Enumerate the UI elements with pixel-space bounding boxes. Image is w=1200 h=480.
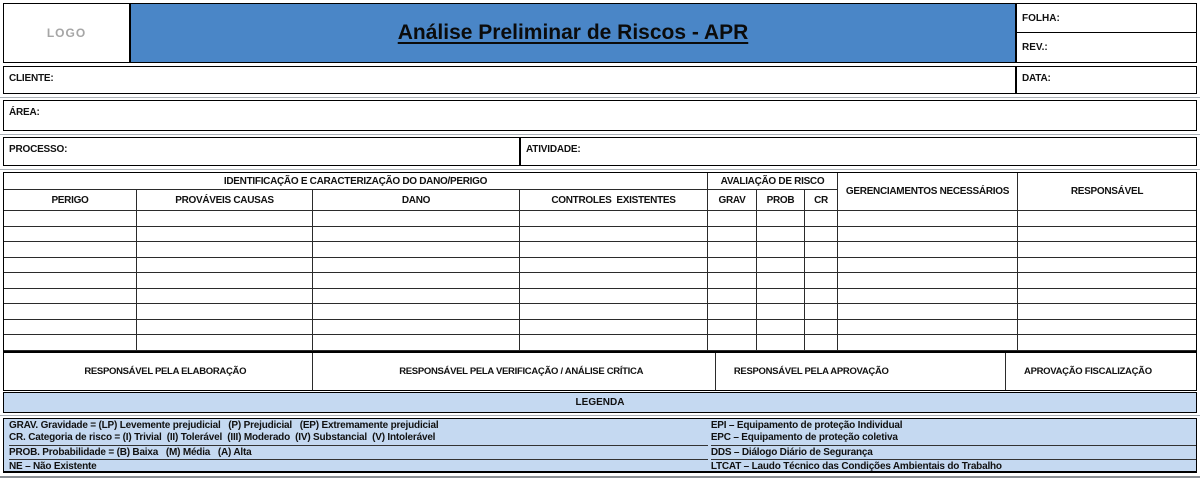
risk-table-cell-r5-c9[interactable] <box>1018 273 1196 289</box>
risk-table-cell-r7-c1[interactable] <box>4 304 137 320</box>
risk-table-cell-r3-c5[interactable] <box>708 242 757 258</box>
legend-ne: NE – Não Existente <box>9 459 708 473</box>
col-header-grav: GRAV <box>708 190 757 211</box>
risk-table-cell-r4-c2[interactable] <box>137 258 313 274</box>
cliente-label: CLIENTE: <box>9 73 54 84</box>
legend-dds: DDS – Diálogo Diário de Segurança <box>711 445 1196 459</box>
risk-table-cell-r6-c3[interactable] <box>313 289 520 305</box>
risk-table-cell-r1-c1[interactable] <box>4 211 137 227</box>
processo-field[interactable] <box>3 137 520 166</box>
area-label: ÁREA: <box>9 107 40 118</box>
processo-label: PROCESSO: <box>9 144 68 155</box>
risk-table-cell-r8-c9[interactable] <box>1018 320 1196 336</box>
page-title: Análise Preliminar de Riscos - APR <box>397 21 749 44</box>
risk-table-cell-r8-c7[interactable] <box>805 320 838 336</box>
legend-prob: PROB. Probabilidade = (B) Baixa (M) Média (A) Alta <box>9 445 708 459</box>
header-gerenciamentos: GERENCIAMENTOS NECESSÁRIOS <box>838 173 1018 211</box>
signature-cell-fiscalizacao[interactable] <box>1006 353 1196 390</box>
risk-table-cell-r8-c2[interactable] <box>137 320 313 336</box>
risk-table-cell-r9-c5[interactable] <box>708 335 757 351</box>
header-responsavel: RESPONSÁVEL <box>1018 173 1196 211</box>
risk-table-cell-r3-c8[interactable] <box>838 242 1018 258</box>
risk-table-cell-r4-c1[interactable] <box>4 258 137 274</box>
folha-field[interactable] <box>1016 3 1197 33</box>
risk-table-cell-r4-c3[interactable] <box>313 258 520 274</box>
risk-table-cell-r6-c4[interactable] <box>520 289 708 305</box>
col-header-controles-existentes: CONTROLES EXISTENTES <box>520 190 708 211</box>
risk-table-cell-r6-c2[interactable] <box>137 289 313 305</box>
risk-table-cell-r3-c6[interactable] <box>757 242 805 258</box>
risk-table-cell-r4-c8[interactable] <box>838 258 1018 274</box>
data-field[interactable] <box>1016 66 1197 94</box>
legend-title: LEGENDA <box>575 397 625 408</box>
signature-cell-aprovacao[interactable] <box>716 353 1007 390</box>
header-avaliacao-risco: AVALIAÇÃO DE RISCO <box>708 173 838 190</box>
title-band <box>130 3 1016 63</box>
cliente-field[interactable] <box>3 66 1016 94</box>
legend-cr: CR. Categoria de risco = (I) Trivial (II) Tolerável (III) Moderado (IV) Substancial (V) Intolerável <box>9 432 436 443</box>
risk-table-cell-r9-c4[interactable] <box>520 335 708 351</box>
risk-table-cell-r5-c3[interactable] <box>313 273 520 289</box>
logo-placeholder <box>3 3 130 63</box>
risk-table-cell-r6-c9[interactable] <box>1018 289 1196 305</box>
risk-table-cell-r6-c7[interactable] <box>805 289 838 305</box>
risk-table-cell-r9-c1[interactable] <box>4 335 137 351</box>
risk-table-cell-r7-c6[interactable] <box>757 304 805 320</box>
risk-table-cell-r1-c5[interactable] <box>708 211 757 227</box>
risk-table-cell-r3-c1[interactable] <box>4 242 137 258</box>
risk-table-cell-r3-c7[interactable] <box>805 242 838 258</box>
risk-table-cell-r8-c8[interactable] <box>838 320 1018 336</box>
risk-table-cell-r1-c4[interactable] <box>520 211 708 227</box>
risk-table-cell-r1-c3[interactable] <box>313 211 520 227</box>
risk-table-cell-r3-c4[interactable] <box>520 242 708 258</box>
risk-table-cell-r9-c7[interactable] <box>805 335 838 351</box>
risk-table-cell-r5-c8[interactable] <box>838 273 1018 289</box>
aprovacao-label: RESPONSÁVEL PELA APROVAÇÃO <box>733 366 889 377</box>
risk-table-cell-r5-c6[interactable] <box>757 273 805 289</box>
risk-table-cell-r9-c3[interactable] <box>313 335 520 351</box>
rev-field[interactable] <box>1016 32 1197 63</box>
risk-table-cell-r5-c7[interactable] <box>805 273 838 289</box>
signature-cell-elaboracao[interactable] <box>4 353 313 390</box>
risk-table-cell-r5-c5[interactable] <box>708 273 757 289</box>
risk-table-cell-r9-c8[interactable] <box>838 335 1018 351</box>
risk-table-cell-r8-c5[interactable] <box>708 320 757 336</box>
risk-table-cell-r1-c9[interactable] <box>1018 211 1196 227</box>
legend-grav: GRAV. Gravidade = (LP) Levemente prejudicial (P) Prejudicial (EP) Extremamente prejudicial <box>9 420 439 431</box>
risk-table-cell-r3-c3[interactable] <box>313 242 520 258</box>
risk-table-cell-r1-c7[interactable] <box>805 211 838 227</box>
area-field[interactable] <box>3 100 1197 131</box>
risk-table-cell-r8-c6[interactable] <box>757 320 805 336</box>
data-label: DATA: <box>1022 73 1051 84</box>
col-header-prob: PROB <box>757 190 805 211</box>
risk-table-cell-r5-c1[interactable] <box>4 273 137 289</box>
legend-header <box>3 392 1197 413</box>
risk-table-cell-r1-c8[interactable] <box>838 211 1018 227</box>
legend-ltcat: LTCAT – Laudo Técnico das Condições Ambientais do Trabalho <box>711 459 1196 473</box>
rev-label: REV.: <box>1022 42 1048 53</box>
elaboracao-label: RESPONSÁVEL PELA ELABORAÇÃO <box>84 366 247 377</box>
legend-content <box>3 418 1197 473</box>
legend-right-column <box>708 419 1196 471</box>
risk-table-cell-r4-c9[interactable] <box>1018 258 1196 274</box>
risk-table-cell-r9-c2[interactable] <box>137 335 313 351</box>
divider-line <box>0 134 1200 135</box>
risk-table-cell-r4-c5[interactable] <box>708 258 757 274</box>
risk-table-cell-r6-c1[interactable] <box>4 289 137 305</box>
legend-epc: EPC – Equipamento de proteção coletiva <box>710 432 898 443</box>
col-header-perigo: PERIGO <box>4 190 137 211</box>
atividade-label: ATIVIDADE: <box>526 144 581 155</box>
risk-table-cell-r7-c4[interactable] <box>520 304 708 320</box>
col-header-dano: DANO <box>313 190 520 211</box>
risk-table-cell-r7-c2[interactable] <box>137 304 313 320</box>
risk-table-cell-r8-c4[interactable] <box>520 320 708 336</box>
col-header-cr: CR <box>805 190 838 211</box>
legend-epi: EPI – Equipamento de proteção Individual <box>710 420 903 431</box>
risk-table-cell-r2-c8[interactable] <box>838 227 1018 243</box>
risk-table-cell-r4-c6[interactable] <box>757 258 805 274</box>
risk-table-cell-r2-c5[interactable] <box>708 227 757 243</box>
risk-table-cell-r1-c6[interactable] <box>757 211 805 227</box>
folha-label: FOLHA: <box>1022 12 1060 24</box>
risk-table-cell-r6-c6[interactable] <box>757 289 805 305</box>
atividade-field[interactable] <box>520 137 1197 166</box>
risk-table-cell-r6-c5[interactable] <box>708 289 757 305</box>
risk-table-cell-r7-c9[interactable] <box>1018 304 1196 320</box>
fiscalizacao-label: APROVAÇÃO FISCALIZAÇÃO <box>1024 366 1152 377</box>
risk-table-cell-r5-c4[interactable] <box>520 273 708 289</box>
risk-table-cell-r7-c5[interactable] <box>708 304 757 320</box>
risk-table-cell-r8-c1[interactable] <box>4 320 137 336</box>
signature-row <box>3 352 1197 391</box>
col-header-provaveis-causas: PROVÁVEIS CAUSAS <box>137 190 313 211</box>
risk-table-cell-r9-c6[interactable] <box>757 335 805 351</box>
risk-table-cell-r5-c2[interactable] <box>137 273 313 289</box>
divider-line <box>0 415 1200 416</box>
risk-table-cell-r3-c9[interactable] <box>1018 242 1196 258</box>
risk-table-cell-r6-c8[interactable] <box>838 289 1018 305</box>
risk-table-cell-r9-c9[interactable] <box>1018 335 1196 351</box>
risk-table <box>3 172 1197 352</box>
bottom-border-line <box>0 476 1200 478</box>
risk-table-cell-r4-c4[interactable] <box>520 258 708 274</box>
risk-table-cell-r2-c4[interactable] <box>520 227 708 243</box>
risk-table-cell-r2-c6[interactable] <box>757 227 805 243</box>
legend-left-column <box>4 419 708 471</box>
header-identificacao: IDENTIFICAÇÃO E CARACTERIZAÇÃO DO DANO/PERIGO <box>4 173 708 190</box>
risk-table-cell-r7-c8[interactable] <box>838 304 1018 320</box>
logo-text: LOGO <box>46 26 87 40</box>
risk-table-cell-r2-c2[interactable] <box>137 227 313 243</box>
risk-table-cell-r8-c3[interactable] <box>313 320 520 336</box>
risk-table-cell-r7-c7[interactable] <box>805 304 838 320</box>
risk-table-cell-r2-c9[interactable] <box>1018 227 1196 243</box>
risk-table-cell-r7-c3[interactable] <box>313 304 520 320</box>
risk-table-cell-r2-c1[interactable] <box>4 227 137 243</box>
divider-line <box>0 169 1200 170</box>
divider-line <box>0 97 1200 98</box>
risk-table-cell-r2-c3[interactable] <box>313 227 520 243</box>
risk-table-cell-r2-c7[interactable] <box>805 227 838 243</box>
signature-cell-verificacao[interactable] <box>313 353 715 390</box>
verificacao-label: RESPONSÁVEL PELA VERIFICAÇÃO / ANÁLISE CRÍTICA <box>399 366 644 377</box>
risk-table-cell-r3-c2[interactable] <box>137 242 313 258</box>
risk-table-cell-r4-c7[interactable] <box>805 258 838 274</box>
risk-table-cell-r1-c2[interactable] <box>137 211 313 227</box>
